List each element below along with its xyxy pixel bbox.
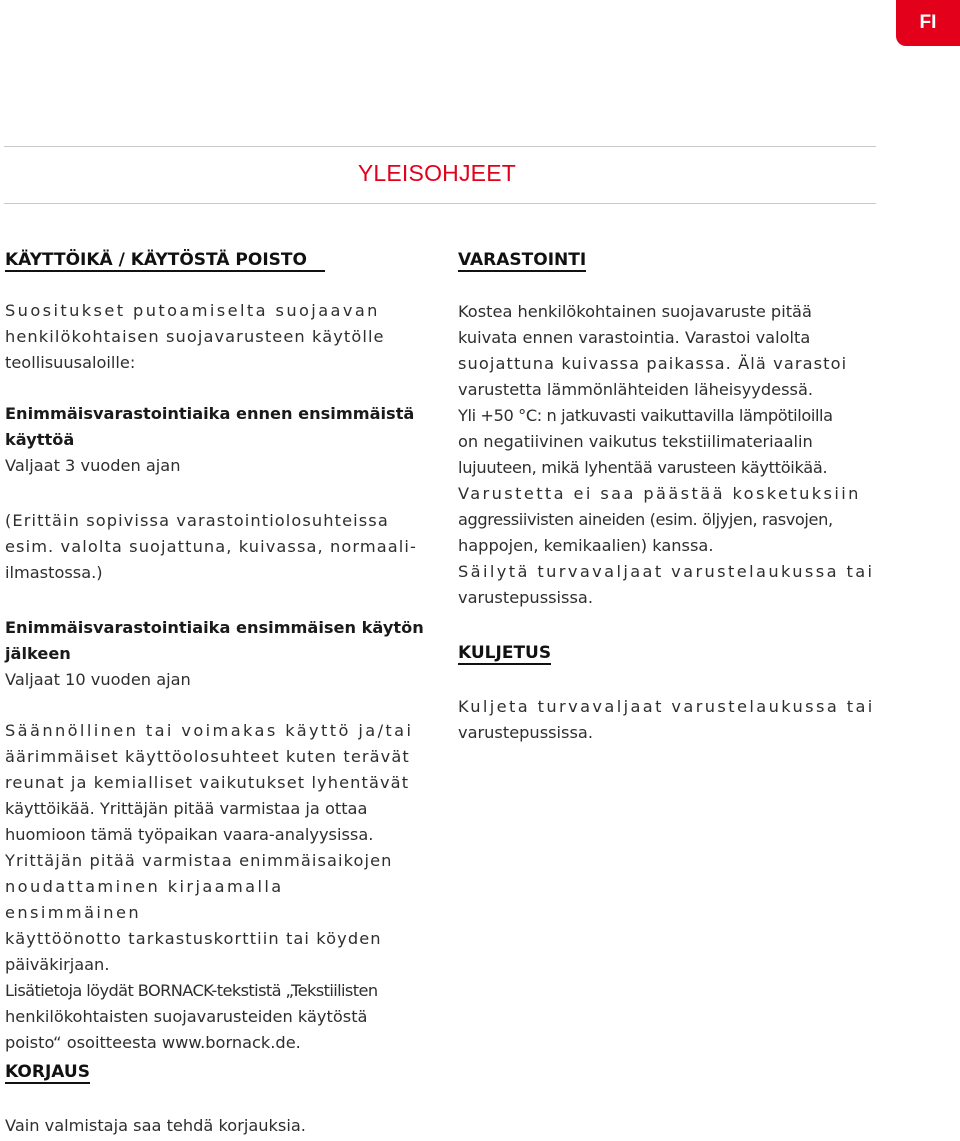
text-line: varustetta lämmönlähteiden läheisyydessä. — [458, 380, 814, 399]
text-line: kuivata ennen varastointia. Varastoi valolta — [458, 328, 811, 347]
repair-text: Vain valmistaja saa tehdä korjauksia. — [5, 1116, 306, 1135]
title-rule-bottom — [4, 203, 876, 204]
usage-paragraph — [5, 718, 425, 1056]
section-heading-service-life: KÄYTTÖIKÄ / KÄYTÖSTÄ POISTO — [5, 250, 325, 272]
language-badge: FI — [896, 0, 960, 46]
text-line: Kostea henkilökohtainen suojavaruste pitää — [458, 302, 812, 321]
text-line: huomioon tämä työpaikan vaara-analyysissa. — [5, 825, 374, 844]
text-line: (Erittäin sopivissa varastointiolosuhteissa — [5, 511, 389, 530]
text-line: Säilytä turvavaljaat varustelaukussa tai — [458, 562, 875, 581]
left-column — [5, 250, 425, 1052]
text-line: reunat ja kemialliset vaikutukset lyhentävät — [5, 773, 410, 792]
right-column — [458, 250, 878, 742]
storage-before-value: Valjaat 3 vuoden ajan — [5, 456, 181, 475]
text-line: Kuljeta turvavaljaat varustelaukussa tai — [458, 697, 875, 716]
title-rule-top — [4, 146, 876, 147]
storage-before-first-use — [5, 401, 425, 479]
text-line: henkilökohtaisen suojavarusteen käytölle — [5, 327, 385, 346]
text-line: käyttöönotto tarkastuskorttiin tai köyden — [5, 929, 382, 948]
page-title: YLEISOHJEET — [357, 160, 516, 186]
subheading-line: käyttöä — [5, 430, 75, 449]
text-line: varustepussissa. — [458, 723, 593, 742]
text-line: Säännöllinen tai voimakas käyttö ja/tai — [5, 721, 414, 740]
text-line: on negatiivinen vaikutus tekstiilimateriaalin — [458, 432, 813, 451]
transport-paragraph — [458, 694, 878, 746]
text-line: happojen, kemikaalien) kanssa. — [458, 536, 714, 555]
text-line: Lisätietoja löydät BORNACK-tekstistä „Tekstiilisten — [5, 981, 378, 1000]
storage-after-first-use — [5, 615, 425, 693]
section-heading-storage: VARASTOINTI — [458, 250, 587, 270]
text-line: ilmastossa.) — [5, 563, 103, 582]
transport-section — [458, 643, 878, 665]
text-line: henkilökohtaisten suojavarusteiden käytöstä — [5, 1007, 368, 1026]
text-line: äärimmäiset käyttöolosuhteet kuten terävät — [5, 747, 410, 766]
section-heading-repair: KORJAUS — [5, 1062, 90, 1082]
text-line: varustepussissa. — [458, 588, 593, 607]
subheading-line: Enimmäisvarastointiaika ensimmäisen käytön — [5, 618, 424, 637]
text-line: Varustetta ei saa päästää kosketuksiin — [458, 484, 861, 503]
text-line: aggressiivisten aineiden (esim. öljyjen, rasvojen, — [458, 510, 833, 529]
text-line: esim. valolta suojattuna, kuivassa, normaali- — [5, 537, 417, 556]
repair-section — [5, 1062, 90, 1084]
text-line: suojattuna kuivassa paikassa. Älä varastoi — [458, 354, 848, 373]
text-line: poisto“ osoitteesta www.bornack.de. — [5, 1033, 301, 1052]
storage-after-value: Valjaat 10 vuoden ajan — [5, 670, 191, 689]
text-line: Yli +50 °C: n jatkuvasti vaikuttavilla lämpötiloilla — [458, 406, 833, 425]
text-line: käyttöikää. Yrittäjän pitää varmistaa ja ottaa — [5, 799, 368, 818]
text-line: Yrittäjän pitää varmistaa enimmäisaikojen — [5, 851, 393, 870]
storage-paragraph — [458, 299, 878, 611]
text-line: noudattaminen kirjaamalla ensimmäinen — [5, 877, 284, 922]
text-line: Suositukset putoamiselta suojaavan — [5, 301, 380, 320]
text-line: lujuuteen, mikä lyhentää varusteen käyttöikää. — [458, 458, 828, 477]
storage-conditions-note — [5, 508, 425, 586]
intro-paragraph — [5, 298, 425, 376]
text-line: päiväkirjaan. — [5, 955, 110, 974]
subheading-line: jälkeen — [5, 644, 71, 663]
section-heading-transport: KULJETUS — [458, 643, 552, 663]
text-line: teollisuusaloille: — [5, 353, 136, 372]
subheading-line: Enimmäisvarastointiaika ennen ensimmäistä — [5, 404, 415, 423]
